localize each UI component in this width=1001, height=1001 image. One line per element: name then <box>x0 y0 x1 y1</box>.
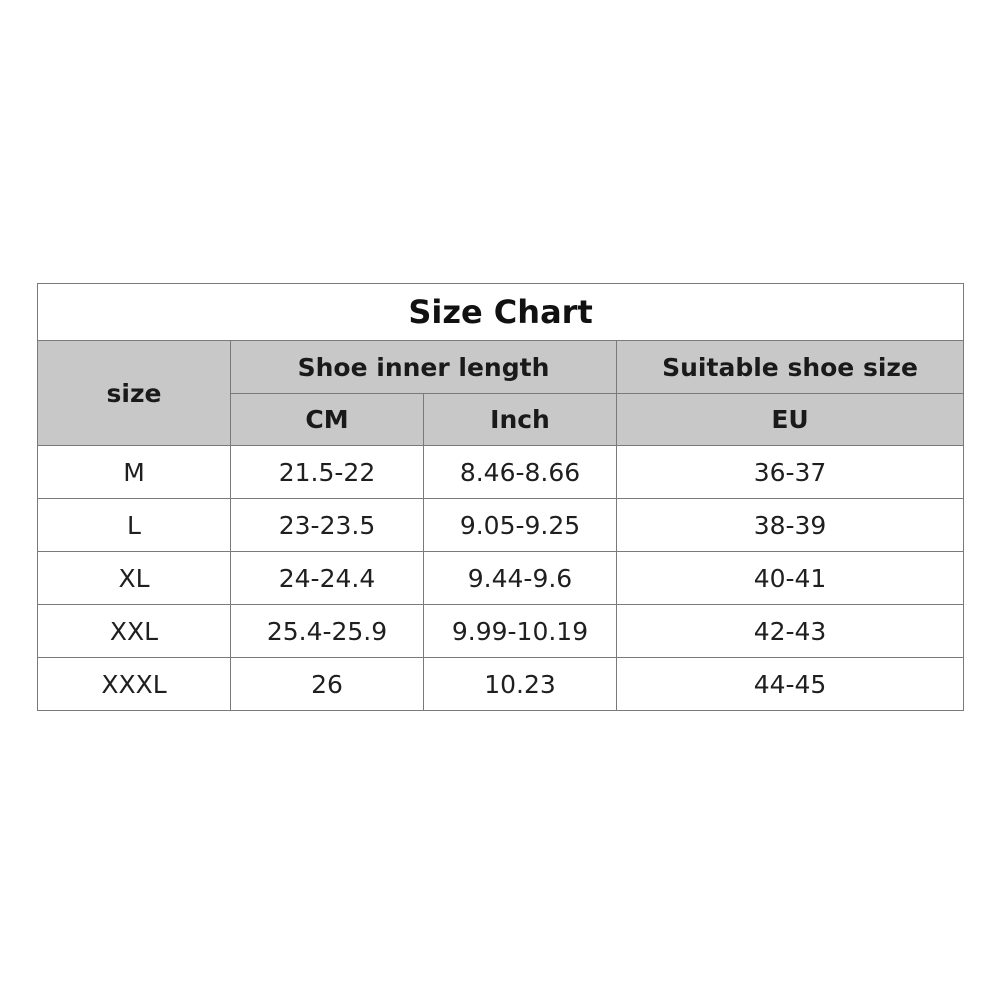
cell-inch: 10.23 <box>424 658 617 711</box>
header-suitable-shoe-size: Suitable shoe size <box>617 341 964 394</box>
cell-cm: 21.5-22 <box>231 446 424 499</box>
cell-inch: 9.99-10.19 <box>424 605 617 658</box>
header-inch: Inch <box>424 394 617 446</box>
table-row <box>38 446 964 499</box>
cell-size: XXXL <box>38 658 231 711</box>
header-size: size <box>38 341 231 446</box>
cell-size: L <box>38 499 231 552</box>
cell-size: M <box>38 446 231 499</box>
cell-size: XL <box>38 552 231 605</box>
cell-cm: 25.4-25.9 <box>231 605 424 658</box>
cell-eu: 36-37 <box>617 446 964 499</box>
header-shoe-inner-length: Shoe inner length <box>231 341 617 394</box>
cell-inch: 8.46-8.66 <box>424 446 617 499</box>
table-row <box>38 552 964 605</box>
table-row <box>38 499 964 552</box>
cell-eu: 42-43 <box>617 605 964 658</box>
cell-eu: 38-39 <box>617 499 964 552</box>
cell-cm: 24-24.4 <box>231 552 424 605</box>
header-cm: CM <box>231 394 424 446</box>
cell-inch: 9.05-9.25 <box>424 499 617 552</box>
size-chart-table <box>37 283 964 711</box>
table-row <box>38 658 964 711</box>
cell-eu: 40-41 <box>617 552 964 605</box>
header-eu: EU <box>617 394 964 446</box>
cell-eu: 44-45 <box>617 658 964 711</box>
cell-cm: 26 <box>231 658 424 711</box>
table-row <box>38 605 964 658</box>
cell-cm: 23-23.5 <box>231 499 424 552</box>
chart-title: Size Chart <box>38 284 964 341</box>
size-chart-container <box>37 283 963 711</box>
cell-inch: 9.44-9.6 <box>424 552 617 605</box>
cell-size: XXL <box>38 605 231 658</box>
